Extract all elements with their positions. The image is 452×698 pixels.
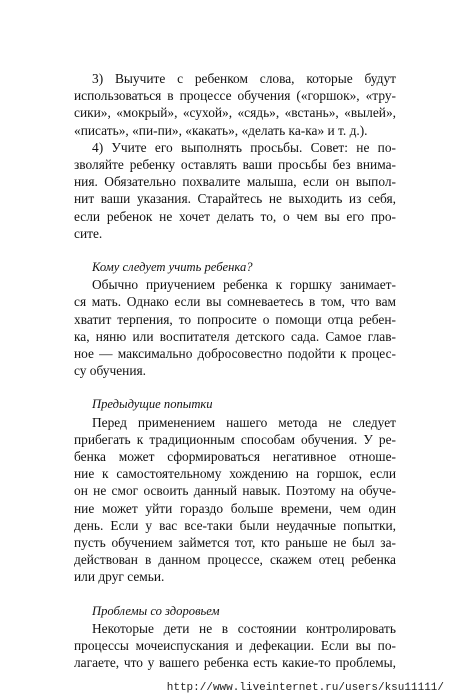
text-line: пусть обучением займется тот, кто раньше не был за- xyxy=(74,535,396,551)
watermark-url: http://www.liveinternet.ru/users/ksu11111/ xyxy=(166,682,444,694)
text-line: использоваться в процессе обучения («горшок», «тру- xyxy=(74,88,396,104)
text-line: ся мать. Однако если вы сомневаетесь в том, что вам xyxy=(74,294,396,310)
text-line: бенка может сформироваться негативное отноше- xyxy=(74,449,396,465)
section-heading-previous-attempts: Предыдущие попытки xyxy=(92,397,213,412)
text-line: «писать», «пи-пи», «какать», «делать ка-ка» и т. д.). xyxy=(74,122,368,138)
text-line: прибегать к традиционным способам обучения. У ре- xyxy=(74,431,396,447)
text-line: или друг семьи. xyxy=(74,569,165,585)
paragraph-5 xyxy=(74,620,396,672)
text-line: процессы мочеиспускания и дефекации. Если вы по- xyxy=(74,638,396,654)
text-line: су обучения. xyxy=(74,363,147,379)
text-line: ние к самостоятельному хождению на горшок, если xyxy=(74,466,396,482)
text-line: Некоторые дети не в состоянии контролировать xyxy=(92,620,396,636)
text-line: ное — максимально добросовестно подойти к процес- xyxy=(74,346,396,362)
book-page xyxy=(74,70,396,672)
text-line: нит ваши указания. Старайтесь не выходить из себя, xyxy=(74,191,396,207)
text-line: 3) Выучите с ребенком слова, которые будут xyxy=(92,71,396,86)
text-line: лагаете, что у вашего ребенка есть какие-то проблемы, xyxy=(74,655,396,671)
paragraph-2 xyxy=(74,139,396,242)
text-line: 4) Учите его выполнять просьбы. Совет: не по- xyxy=(92,139,396,155)
text-line: он не смог освоить данный навык. Поэтому на обуче- xyxy=(74,483,396,499)
paragraph-3 xyxy=(74,276,396,379)
paragraph-1 xyxy=(74,70,396,139)
text-line: ния. Обязательно похвалите малыша, если он выпол- xyxy=(74,174,396,190)
text-line: если ребенок не хочет делать то, о чем вы его про- xyxy=(74,208,396,224)
text-line: день. Если у вас все-таки были неудачные попытки, xyxy=(74,517,396,533)
text-line: Перед применением нашего метода не следует xyxy=(92,414,396,430)
text-line: ка, няню или воспитателя детского сада. Самое глав- xyxy=(74,328,396,344)
text-line: хватит терпения, то попросите о помощи отца ребен- xyxy=(74,311,396,327)
text-line: сите. xyxy=(74,225,103,241)
text-line: ние может уйти гораздо больше времени, чем один xyxy=(74,500,396,516)
text-line: зволяйте ребенку оставлять ваши просьбы без внима- xyxy=(74,157,396,173)
text-line: сики», «мокрый», «сухой», «сядь», «встань», «вылей», xyxy=(74,105,396,121)
text-line: действован в данном процессе, скажем отец ребенка xyxy=(74,552,396,568)
section-heading-health-problems: Проблемы со здоровьем xyxy=(92,603,220,618)
text-line: Обычно приучением ребенка к горшку занимает- xyxy=(92,277,396,293)
section-heading-who-should-teach: Кому следует учить ребенка? xyxy=(92,260,253,275)
paragraph-4 xyxy=(74,414,396,586)
